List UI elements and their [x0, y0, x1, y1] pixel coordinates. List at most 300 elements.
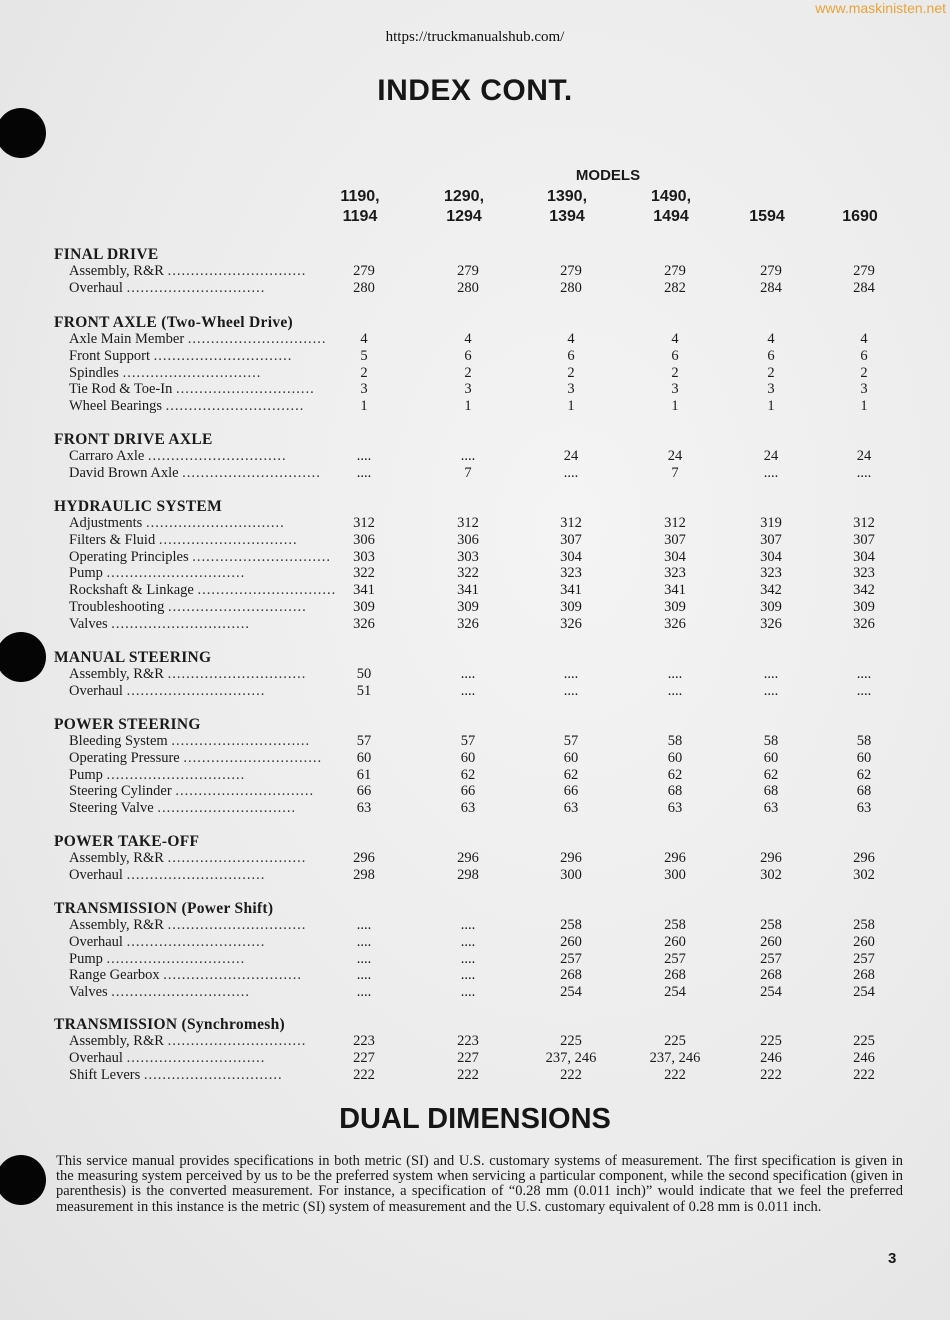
- page-ref-cell: 222: [353, 1066, 375, 1083]
- leader-dots: ..............................: [147, 448, 287, 464]
- page-ref-cell: ....: [356, 464, 372, 481]
- leader-dots: ..............................: [183, 749, 323, 766]
- page-ref-cell: 5: [360, 347, 368, 364]
- page-ref-cell: 60: [667, 749, 683, 766]
- row-label: Shift Levers ..............................: [69, 1066, 283, 1083]
- row-label: Valves ..............................: [69, 984, 251, 1001]
- page-ref-cell: 63: [563, 800, 579, 817]
- page-ref-cell: 3: [360, 381, 368, 398]
- table-row: [54, 565, 934, 582]
- row-label: Pump ..............................: [69, 565, 246, 582]
- page-ref-cell: 258: [760, 917, 782, 933]
- page-ref-cell: 341: [560, 582, 582, 599]
- page-ref-cell: 60: [563, 749, 579, 766]
- page-ref-cell: 307: [664, 531, 686, 548]
- table-row: [54, 599, 934, 616]
- table-row: [54, 381, 934, 398]
- index-section: [54, 431, 934, 482]
- page-ref-cell: 312: [560, 515, 582, 531]
- section-title: FRONT DRIVE AXLE: [54, 431, 213, 448]
- page-ref-cell: 6: [567, 347, 575, 364]
- page-ref-cell: 1: [860, 398, 868, 415]
- page-ref-cell: ....: [460, 984, 476, 1001]
- page-ref-cell: 60: [856, 749, 872, 766]
- page-ref-cell: ....: [763, 464, 779, 481]
- models-label: MODELS: [575, 167, 641, 184]
- page-ref-cell: 63: [356, 800, 372, 817]
- page-ref-cell: 66: [563, 783, 579, 800]
- leader-dots: ..............................: [157, 800, 297, 817]
- page-ref-cell: 50: [356, 666, 372, 682]
- page-ref-cell: 323: [560, 565, 582, 582]
- row-label: Overhaul ..............................: [69, 279, 266, 296]
- page-ref-cell: 4: [360, 331, 368, 347]
- table-row: [54, 515, 934, 532]
- table-row: [54, 448, 934, 465]
- index-section: [54, 498, 934, 633]
- row-label: Filters & Fluid ..............................: [69, 531, 298, 548]
- leader-dots: ..............................: [167, 917, 307, 933]
- page-ref-cell: 51: [356, 682, 372, 699]
- row-label: Adjustments ..............................: [69, 515, 285, 531]
- table-row: [54, 1033, 934, 1050]
- page-ref-cell: 279: [664, 263, 686, 279]
- leader-dots: ..............................: [187, 331, 327, 347]
- model-column-header: 1690: [842, 208, 878, 225]
- page-ref-cell: ....: [460, 967, 476, 984]
- page-ref-cell: 319: [760, 515, 782, 531]
- model-column-header: 1190, 1194: [340, 188, 380, 225]
- section-title: FRONT AXLE (Two-Wheel Drive): [54, 314, 294, 331]
- page-ref-cell: 6: [767, 347, 775, 364]
- page-ref-cell: 24: [667, 448, 683, 464]
- table-row: [54, 767, 934, 784]
- page-ref-cell: ....: [356, 917, 372, 933]
- leader-dots: ..............................: [126, 682, 266, 699]
- page-ref-cell: ....: [356, 448, 372, 464]
- page-ref-cell: 254: [760, 984, 782, 1001]
- page-ref-cell: 60: [460, 749, 476, 766]
- page-ref-cell: 225: [664, 1033, 686, 1049]
- leader-dots: ..............................: [192, 548, 331, 565]
- page-ref-cell: 341: [353, 582, 375, 599]
- leader-dots: ..............................: [171, 733, 311, 749]
- page-ref-cell: 282: [664, 279, 686, 296]
- index-section: [54, 314, 934, 415]
- page-ref-cell: ....: [460, 933, 476, 950]
- model-column-header: 1490, 1494: [650, 188, 692, 225]
- page-ref-cell: ....: [356, 984, 372, 1001]
- leader-dots: ..............................: [167, 666, 307, 682]
- table-row: [54, 532, 934, 549]
- page-ref-cell: 237, 246: [649, 1049, 701, 1066]
- page-ref-cell: 284: [760, 279, 782, 296]
- page-ref-cell: 323: [664, 565, 686, 582]
- row-label: Operating Pressure ..............................: [69, 749, 323, 766]
- page-ref-cell: 246: [760, 1049, 782, 1066]
- page-ref-cell: 2: [567, 364, 575, 381]
- page-ref-cell: 300: [560, 866, 582, 883]
- section-title: TRANSMISSION (Synchromesh): [54, 1016, 286, 1033]
- page-ref-cell: 24: [763, 448, 779, 464]
- leader-dots: ..............................: [165, 398, 305, 415]
- table-row: [54, 666, 934, 683]
- page-ref-cell: 3: [671, 381, 679, 398]
- page-ref-cell: 342: [760, 582, 782, 599]
- leader-dots: ..............................: [167, 263, 307, 279]
- table-row: [54, 951, 934, 968]
- page-ref-cell: 304: [560, 548, 582, 565]
- page-ref-cell: 304: [664, 548, 686, 565]
- page-ref-cell: 225: [560, 1033, 582, 1049]
- source-url: https://truckmanualshub.com/: [385, 29, 565, 45]
- page-ref-cell: 222: [457, 1066, 479, 1083]
- leader-dots: ..............................: [175, 783, 315, 800]
- page-ref-cell: 326: [560, 615, 582, 632]
- leader-dots: ..............................: [163, 967, 302, 984]
- page-ref-cell: 268: [664, 967, 686, 984]
- table-row: [54, 733, 934, 750]
- page-ref-cell: 6: [671, 347, 679, 364]
- page-ref-cell: 296: [664, 850, 686, 866]
- page-ref-cell: ....: [763, 682, 779, 699]
- row-label: Overhaul ..............................: [69, 933, 266, 950]
- page-ref-cell: 222: [853, 1066, 875, 1083]
- page-ref-cell: 284: [853, 279, 875, 296]
- leader-dots: ..............................: [126, 933, 266, 950]
- page-ref-cell: 60: [763, 749, 779, 766]
- page-ref-cell: 268: [853, 967, 875, 984]
- index-section: [54, 246, 934, 297]
- row-label: Front Support ..............................: [69, 347, 293, 364]
- page-ref-cell: 24: [856, 448, 872, 464]
- row-label: Overhaul ..............................: [69, 1049, 266, 1066]
- index-section: [54, 716, 934, 817]
- page-ref-cell: 246: [853, 1049, 875, 1066]
- page-ref-cell: 322: [457, 565, 479, 582]
- table-row: [54, 934, 934, 951]
- page-ref-cell: 62: [856, 766, 872, 783]
- page-ref-cell: 222: [664, 1066, 686, 1083]
- table-row: [54, 582, 934, 599]
- leader-dots: ..............................: [153, 347, 293, 364]
- page-ref-cell: 62: [763, 766, 779, 783]
- page-ref-cell: 1: [671, 398, 679, 415]
- page-ref-cell: 225: [760, 1033, 782, 1049]
- page-ref-cell: 257: [760, 950, 782, 967]
- table-row: [54, 465, 934, 482]
- page-ref-cell: 1: [567, 398, 575, 415]
- table-row: [54, 750, 934, 767]
- row-label: Assembly, R&R ..............................: [69, 1033, 307, 1049]
- page-ref-cell: 268: [760, 967, 782, 984]
- page-ref-cell: 63: [763, 800, 779, 817]
- table-row: [54, 263, 934, 280]
- page-ref-cell: 6: [860, 347, 868, 364]
- section-title: POWER STEERING: [54, 716, 201, 733]
- page-ref-cell: 62: [563, 766, 579, 783]
- page-ref-cell: 24: [563, 448, 579, 464]
- page-ref-cell: 58: [856, 733, 872, 749]
- page-ref-cell: 279: [760, 263, 782, 279]
- dual-dimensions-text: This service manual provides specifications in both metric (SI) and U.S. customary systems of measurement. The first specification is given in the measuring system perceived by us to be the preferred system when servicing a particular component, while the second specification (given in parenthesis) is the converted measurement. For instance, a specification of “0.28 mm (0.011 inch)” would indicate that we feel the preferred measurement in this instance is the metric (SI) system of measurement and the U.S. customary equivalent of 0.28 mm is 0.011 inch.: [56, 1153, 903, 1215]
- table-row: [54, 1050, 934, 1067]
- table-row: [54, 783, 934, 800]
- page-ref-cell: 4: [860, 331, 868, 347]
- row-label: Pump ..............................: [69, 766, 246, 783]
- page-ref-cell: ....: [356, 933, 372, 950]
- page-ref-cell: 63: [460, 800, 476, 817]
- page-ref-cell: 4: [671, 331, 679, 347]
- page-ref-cell: 2: [671, 364, 679, 381]
- leader-dots: ..............................: [122, 364, 262, 381]
- page-ref-cell: 300: [664, 866, 686, 883]
- page-ref-cell: 237, 246: [545, 1049, 597, 1066]
- page-ref-cell: ....: [460, 666, 476, 682]
- table-row: [54, 398, 934, 415]
- row-label: Range Gearbox ..............................: [69, 967, 302, 984]
- page-ref-cell: 57: [356, 733, 372, 749]
- page-ref-cell: 312: [664, 515, 686, 531]
- row-label: Assembly, R&R ..............................: [69, 263, 307, 279]
- row-label: Carraro Axle ..............................: [69, 448, 287, 464]
- row-label: Bleeding System ..............................: [69, 733, 311, 749]
- page-ref-cell: 304: [760, 548, 782, 565]
- page-ref-cell: 1: [360, 398, 368, 415]
- page-ref-cell: 312: [353, 515, 375, 531]
- leader-dots: ..............................: [167, 1033, 307, 1049]
- leader-dots: ..............................: [111, 615, 251, 632]
- page-ref-cell: 1: [464, 398, 472, 415]
- section-title: POWER TAKE-OFF: [54, 833, 200, 850]
- row-label: Assembly, R&R ..............................: [69, 850, 307, 866]
- page-ref-cell: 309: [664, 598, 686, 615]
- page-ref-cell: 279: [353, 263, 375, 279]
- page-ref-cell: 312: [853, 515, 875, 531]
- leader-dots: ..............................: [126, 279, 266, 296]
- page-ref-cell: 306: [353, 531, 375, 548]
- leader-dots: ..............................: [182, 464, 321, 481]
- page-ref-cell: 312: [457, 515, 479, 531]
- page-ref-cell: 258: [664, 917, 686, 933]
- section-title: FINAL DRIVE: [54, 246, 159, 263]
- page-ref-cell: 341: [664, 582, 686, 599]
- row-label: Overhaul ..............................: [69, 682, 266, 699]
- page-ref-cell: 57: [460, 733, 476, 749]
- page-ref-cell: 61: [356, 766, 372, 783]
- row-label: Overhaul ..............................: [69, 866, 266, 883]
- page-ref-cell: ....: [460, 682, 476, 699]
- page-ref-cell: 223: [457, 1033, 479, 1049]
- row-label: Valves ..............................: [69, 615, 251, 632]
- page-ref-cell: 227: [457, 1049, 479, 1066]
- page-ref-cell: 58: [667, 733, 683, 749]
- section-title: MANUAL STEERING: [54, 649, 212, 666]
- index-section: [54, 900, 934, 1001]
- page-ref-cell: 6: [464, 347, 472, 364]
- page-ref-cell: 341: [457, 582, 479, 599]
- page-ref-cell: 60: [356, 749, 372, 766]
- page-ref-cell: 279: [853, 263, 875, 279]
- page-ref-cell: ....: [763, 666, 779, 682]
- page-ref-cell: 68: [667, 783, 683, 800]
- page-ref-cell: 222: [760, 1066, 782, 1083]
- page-ref-cell: 302: [853, 866, 875, 883]
- page-ref-cell: 307: [760, 531, 782, 548]
- watermark-link[interactable]: www.maskinisten.net: [815, 0, 946, 16]
- page-ref-cell: 303: [353, 548, 375, 565]
- row-label: Operating Principles ..............................: [69, 548, 331, 565]
- page-ref-cell: 309: [457, 598, 479, 615]
- leader-dots: ..............................: [143, 1066, 283, 1083]
- page-ref-cell: 3: [464, 381, 472, 398]
- page-ref-cell: 254: [560, 984, 582, 1001]
- table-row: [54, 850, 934, 867]
- page-ref-cell: 296: [853, 850, 875, 866]
- table-row: [54, 280, 934, 297]
- page-ref-cell: ....: [667, 666, 683, 682]
- index-section: [54, 833, 934, 884]
- page-ref-cell: 254: [664, 984, 686, 1001]
- page-ref-cell: 296: [353, 850, 375, 866]
- section-title: TRANSMISSION (Power Shift): [54, 900, 274, 917]
- page-ref-cell: 257: [664, 950, 686, 967]
- page-ref-cell: 258: [853, 917, 875, 933]
- row-label: Troubleshooting ..............................: [69, 598, 307, 615]
- page-ref-cell: ....: [667, 682, 683, 699]
- page-ref-cell: 342: [853, 582, 875, 599]
- table-row: [54, 348, 934, 365]
- page-ref-cell: 3: [567, 381, 575, 398]
- leader-dots: ..............................: [111, 984, 251, 1001]
- leader-dots: ..............................: [158, 531, 298, 548]
- page-ref-cell: 304: [853, 548, 875, 565]
- row-label: Assembly, R&R ..............................: [69, 666, 307, 682]
- page-ref-cell: 3: [860, 381, 868, 398]
- leader-dots: ..............................: [126, 1049, 266, 1066]
- page-ref-cell: 227: [353, 1049, 375, 1066]
- table-row: [54, 867, 934, 884]
- table-row: [54, 365, 934, 382]
- page-ref-cell: 68: [763, 783, 779, 800]
- table-row: [54, 917, 934, 934]
- table-row: [54, 967, 934, 984]
- table-row: [54, 683, 934, 700]
- index-section: [54, 1016, 934, 1083]
- row-label: Tie Rod & Toe-In ..............................: [69, 381, 315, 398]
- page-ref-cell: ....: [563, 666, 579, 682]
- leader-dots: ..............................: [106, 950, 246, 967]
- page-ref-cell: 66: [460, 783, 476, 800]
- row-label: Axle Main Member ..............................: [69, 331, 327, 347]
- page-ref-cell: 68: [856, 783, 872, 800]
- model-column-header: 1290, 1294: [443, 188, 485, 225]
- page-ref-cell: 257: [560, 950, 582, 967]
- row-label: Assembly, R&R ..............................: [69, 917, 307, 933]
- page-ref-cell: 303: [457, 548, 479, 565]
- page-ref-cell: 309: [353, 598, 375, 615]
- page-ref-cell: 260: [664, 933, 686, 950]
- index-section: [54, 649, 934, 700]
- page-ref-cell: 309: [760, 598, 782, 615]
- page-ref-cell: 62: [460, 766, 476, 783]
- table-row: [54, 549, 934, 566]
- page-ref-cell: ....: [856, 666, 872, 682]
- page-ref-cell: 268: [560, 967, 582, 984]
- page-ref-cell: 302: [760, 866, 782, 883]
- row-label: David Brown Axle ..............................: [69, 464, 321, 481]
- page-ref-cell: ....: [460, 950, 476, 967]
- page-ref-cell: 254: [853, 984, 875, 1001]
- leader-dots: ..............................: [175, 381, 315, 398]
- page-ref-cell: ....: [356, 967, 372, 984]
- page-ref-cell: 279: [560, 263, 582, 279]
- leader-dots: ..............................: [106, 565, 246, 582]
- page-ref-cell: 326: [760, 615, 782, 632]
- page-ref-cell: 2: [464, 364, 472, 381]
- row-label: Rockshaft & Linkage ..............................: [69, 582, 337, 599]
- page-ref-cell: 306: [457, 531, 479, 548]
- page-ref-cell: 257: [853, 950, 875, 967]
- page-ref-cell: 326: [457, 615, 479, 632]
- leader-dots: ..............................: [197, 582, 337, 599]
- page-ref-cell: 298: [457, 866, 479, 883]
- page-ref-cell: 296: [457, 850, 479, 866]
- page-ref-cell: 62: [667, 766, 683, 783]
- page-ref-cell: 3: [767, 381, 775, 398]
- leader-dots: ..............................: [145, 515, 285, 531]
- leader-dots: ..............................: [126, 866, 266, 883]
- page-title: INDEX CONT.: [377, 74, 573, 107]
- page-ref-cell: 260: [760, 933, 782, 950]
- page-ref-cell: 326: [853, 615, 875, 632]
- page-ref-cell: 2: [360, 364, 368, 381]
- section-title: HYDRAULIC SYSTEM: [54, 498, 223, 515]
- page-ref-cell: 326: [353, 615, 375, 632]
- row-label: Spindles ..............................: [69, 364, 262, 381]
- page-ref-cell: 280: [560, 279, 582, 296]
- page-ref-cell: 323: [853, 565, 875, 582]
- page-ref-cell: 7: [671, 464, 679, 481]
- page-ref-cell: 2: [860, 364, 868, 381]
- row-label: Wheel Bearings ..............................: [69, 398, 305, 415]
- table-row: [54, 331, 934, 348]
- model-column-header: 1594: [749, 208, 785, 225]
- page-ref-cell: 58: [763, 733, 779, 749]
- dual-dimensions-title: DUAL DIMENSIONS: [339, 1103, 611, 1135]
- table-row: [54, 616, 934, 633]
- page-ref-cell: 258: [560, 917, 582, 933]
- table-row: [54, 800, 934, 817]
- page-ref-cell: 307: [560, 531, 582, 548]
- row-label: Steering Valve ..............................: [69, 800, 297, 817]
- leader-dots: ..............................: [167, 850, 307, 866]
- page-ref-cell: ....: [856, 682, 872, 699]
- page-ref-cell: 309: [560, 598, 582, 615]
- page-ref-cell: ....: [856, 464, 872, 481]
- page-ref-cell: 260: [853, 933, 875, 950]
- page-ref-cell: 7: [464, 464, 472, 481]
- page-number: 3: [888, 1250, 897, 1267]
- page-ref-cell: 223: [353, 1033, 375, 1049]
- page-ref-cell: ....: [563, 682, 579, 699]
- page-ref-cell: ....: [460, 448, 476, 464]
- page-ref-cell: 66: [356, 783, 372, 800]
- page-ref-cell: 2: [767, 364, 775, 381]
- model-column-header: 1390, 1394: [546, 188, 588, 225]
- row-label: Pump ..............................: [69, 950, 246, 967]
- page-ref-cell: 296: [760, 850, 782, 866]
